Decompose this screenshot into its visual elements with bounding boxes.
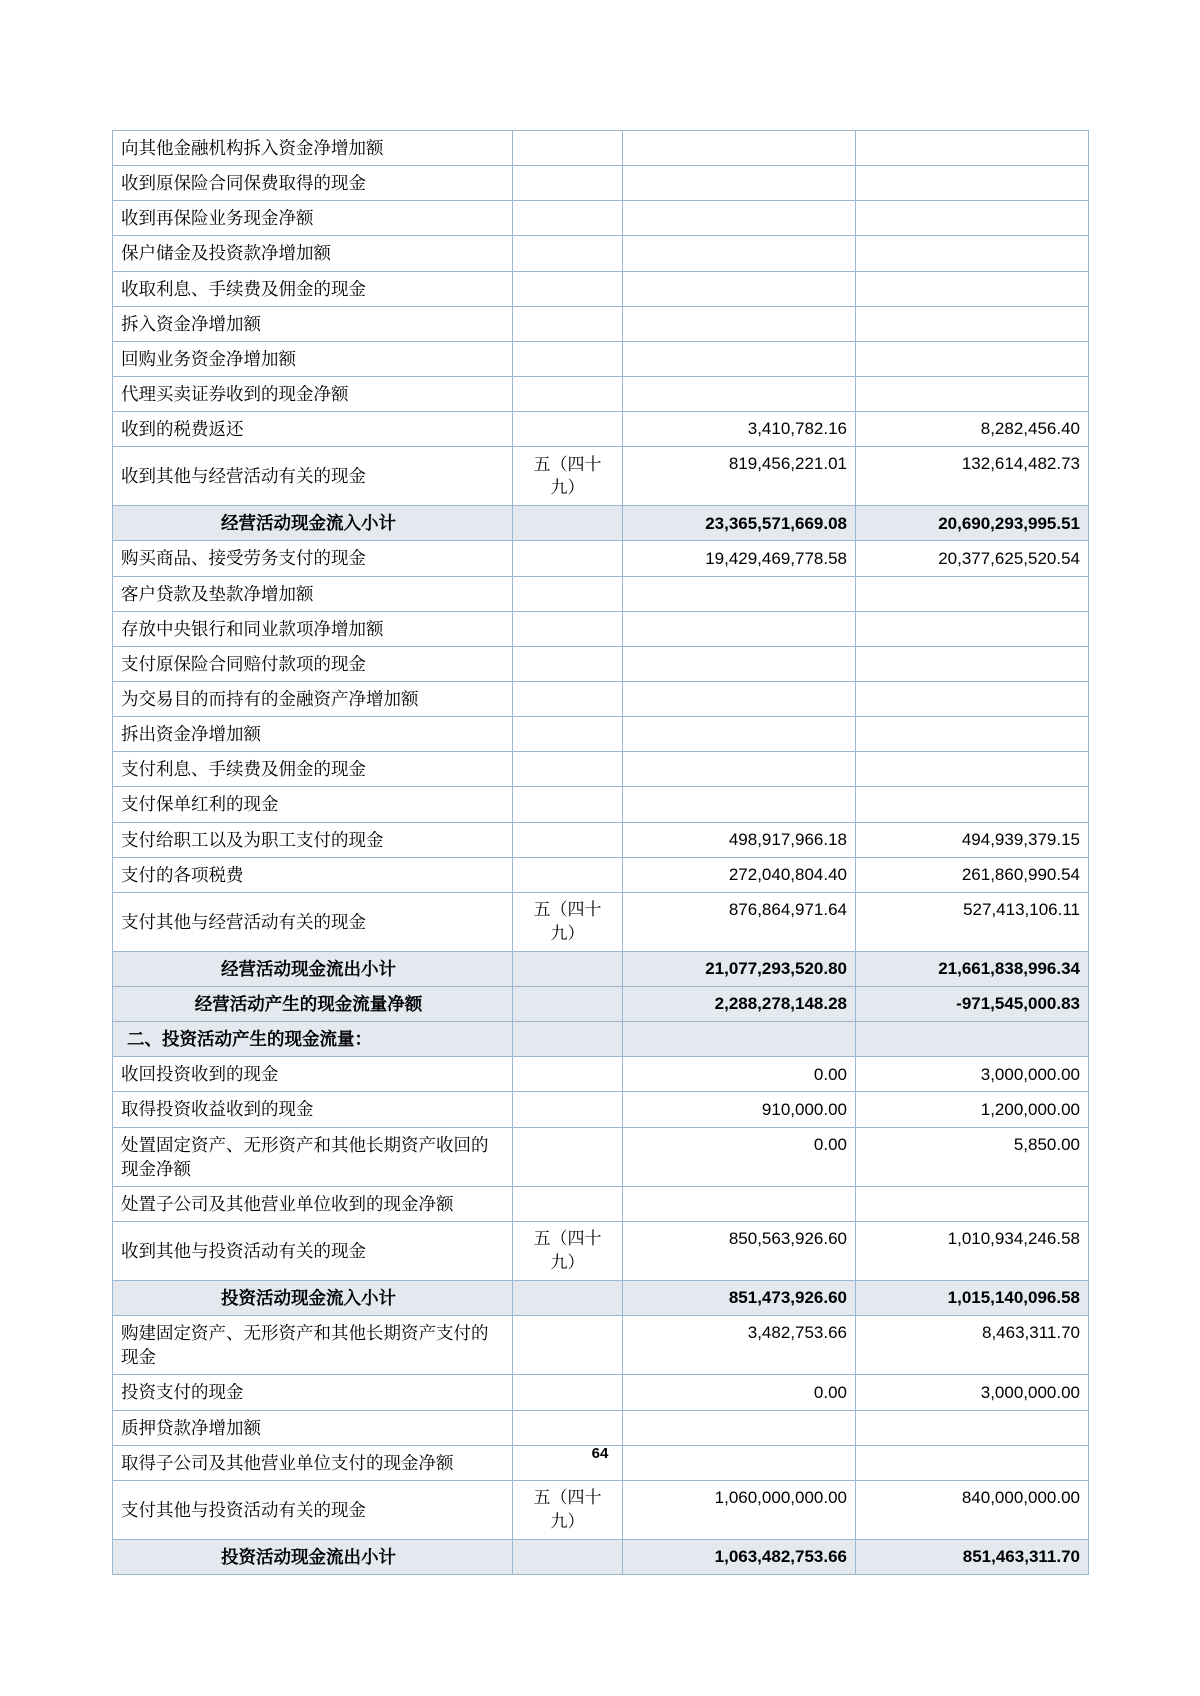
row-value-current-period: 3,410,782.16 <box>623 412 856 447</box>
row-label: 保户储金及投资款净增加额 <box>113 236 513 271</box>
row-note-reference <box>513 1316 623 1375</box>
row-value-prior-period: 1,015,140,096.58 <box>856 1280 1089 1315</box>
row-value-prior-period <box>856 1186 1089 1221</box>
row-value-current-period: 819,456,221.01 <box>623 447 856 506</box>
table-row <box>113 236 1089 271</box>
row-value-current-period <box>623 787 856 822</box>
row-label: 收到再保险业务现金净额 <box>113 201 513 236</box>
row-value-prior-period <box>856 787 1089 822</box>
row-note-reference <box>513 541 623 576</box>
row-value-prior-period: 132,614,482.73 <box>856 447 1089 506</box>
row-note-reference <box>513 752 623 787</box>
table-row <box>113 576 1089 611</box>
row-note-reference <box>513 951 623 986</box>
row-label: 拆出资金净增加额 <box>113 717 513 752</box>
row-note-reference <box>513 306 623 341</box>
row-note-reference: 五（四十九） <box>513 447 623 506</box>
table-row <box>113 1057 1089 1092</box>
table-row <box>113 376 1089 411</box>
row-note-reference <box>513 1410 623 1445</box>
row-value-prior-period <box>856 236 1089 271</box>
row-value-current-period <box>623 201 856 236</box>
row-value-prior-period <box>856 166 1089 201</box>
row-label: 二、投资活动产生的现金流量： <box>113 1022 513 1057</box>
row-value-prior-period <box>856 576 1089 611</box>
row-note-reference <box>513 611 623 646</box>
table-body <box>113 131 1089 1575</box>
row-value-current-period: 876,864,971.64 <box>623 892 856 951</box>
table-row <box>113 201 1089 236</box>
table-row <box>113 822 1089 857</box>
row-value-prior-period: 8,463,311.70 <box>856 1316 1089 1375</box>
row-value-current-period: 1,063,482,753.66 <box>623 1539 856 1574</box>
row-value-current-period <box>623 376 856 411</box>
row-value-prior-period: 20,377,625,520.54 <box>856 541 1089 576</box>
table-row <box>113 1539 1089 1574</box>
row-label: 支付利息、手续费及佣金的现金 <box>113 752 513 787</box>
row-label: 支付的各项税费 <box>113 857 513 892</box>
row-label: 客户贷款及垫款净增加额 <box>113 576 513 611</box>
table-row <box>113 1375 1089 1410</box>
table-row <box>113 1221 1089 1280</box>
row-value-prior-period: 1,010,934,246.58 <box>856 1221 1089 1280</box>
row-value-prior-period <box>856 306 1089 341</box>
table-row <box>113 447 1089 506</box>
row-note-reference <box>513 986 623 1021</box>
row-label: 经营活动产生的现金流量净额 <box>113 986 513 1021</box>
table-row <box>113 951 1089 986</box>
table-row <box>113 717 1089 752</box>
row-label: 收取利息、手续费及佣金的现金 <box>113 271 513 306</box>
row-value-current-period <box>623 611 856 646</box>
row-note-reference <box>513 271 623 306</box>
row-note-reference <box>513 646 623 681</box>
row-label: 支付原保险合同赔付款项的现金 <box>113 646 513 681</box>
row-value-current-period <box>623 341 856 376</box>
row-label: 支付保单红利的现金 <box>113 787 513 822</box>
row-note-reference <box>513 236 623 271</box>
row-value-prior-period <box>856 646 1089 681</box>
row-label: 投资活动现金流入小计 <box>113 1280 513 1315</box>
row-value-current-period <box>623 236 856 271</box>
row-note-reference <box>513 166 623 201</box>
row-value-prior-period <box>856 681 1089 716</box>
table-row <box>113 1092 1089 1127</box>
row-note-reference <box>513 1375 623 1410</box>
row-note-reference <box>513 1127 623 1186</box>
cash-flow-statement-table <box>112 130 1089 1575</box>
row-value-current-period: 19,429,469,778.58 <box>623 541 856 576</box>
table-row <box>113 306 1089 341</box>
row-label: 为交易目的而持有的金融资产净增加额 <box>113 681 513 716</box>
row-note-reference <box>513 131 623 166</box>
row-label: 经营活动现金流入小计 <box>113 506 513 541</box>
row-label: 拆入资金净增加额 <box>113 306 513 341</box>
row-value-current-period: 0.00 <box>623 1127 856 1186</box>
row-value-current-period <box>623 1022 856 1057</box>
row-value-current-period <box>623 271 856 306</box>
row-value-current-period <box>623 306 856 341</box>
table-row <box>113 1186 1089 1221</box>
row-label: 投资活动现金流出小计 <box>113 1539 513 1574</box>
table-row <box>113 412 1089 447</box>
table-row <box>113 541 1089 576</box>
row-value-prior-period <box>856 752 1089 787</box>
row-label: 支付其他与经营活动有关的现金 <box>113 892 513 951</box>
row-note-reference: 五（四十九） <box>513 892 623 951</box>
row-label: 处置固定资产、无形资产和其他长期资产收回的现金净额 <box>113 1127 513 1186</box>
row-value-prior-period <box>856 376 1089 411</box>
row-value-prior-period: 21,661,838,996.34 <box>856 951 1089 986</box>
row-value-current-period <box>623 1186 856 1221</box>
table-row <box>113 506 1089 541</box>
row-label: 代理买卖证券收到的现金净额 <box>113 376 513 411</box>
table-row <box>113 986 1089 1021</box>
row-note-reference <box>513 1022 623 1057</box>
row-note-reference <box>513 1092 623 1127</box>
row-value-current-period: 850,563,926.60 <box>623 1221 856 1280</box>
row-value-current-period <box>623 131 856 166</box>
row-value-prior-period: 527,413,106.11 <box>856 892 1089 951</box>
table-row <box>113 1316 1089 1375</box>
row-value-prior-period <box>856 611 1089 646</box>
row-label: 存放中央银行和同业款项净增加额 <box>113 611 513 646</box>
row-value-current-period <box>623 717 856 752</box>
row-value-prior-period <box>856 1022 1089 1057</box>
row-value-current-period <box>623 576 856 611</box>
row-label: 收到的税费返还 <box>113 412 513 447</box>
row-note-reference <box>513 1057 623 1092</box>
row-note-reference <box>513 201 623 236</box>
row-label: 向其他金融机构拆入资金净增加额 <box>113 131 513 166</box>
row-value-current-period: 0.00 <box>623 1057 856 1092</box>
row-value-current-period: 3,482,753.66 <box>623 1316 856 1375</box>
row-label: 处置子公司及其他营业单位收到的现金净额 <box>113 1186 513 1221</box>
row-value-current-period: 21,077,293,520.80 <box>623 951 856 986</box>
row-value-prior-period: 3,000,000.00 <box>856 1375 1089 1410</box>
row-value-current-period: 910,000.00 <box>623 1092 856 1127</box>
row-value-prior-period: 1,200,000.00 <box>856 1092 1089 1127</box>
row-label: 支付给职工以及为职工支付的现金 <box>113 822 513 857</box>
row-value-prior-period <box>856 201 1089 236</box>
row-note-reference: 五（四十九） <box>513 1221 623 1280</box>
table-row <box>113 1022 1089 1057</box>
table-row <box>113 271 1089 306</box>
row-value-current-period <box>623 681 856 716</box>
table-row <box>113 787 1089 822</box>
page-number: 64 <box>591 1445 609 1462</box>
row-value-current-period: 272,040,804.40 <box>623 857 856 892</box>
row-label: 回购业务资金净增加额 <box>113 341 513 376</box>
row-label: 取得投资收益收到的现金 <box>113 1092 513 1127</box>
table-row <box>113 646 1089 681</box>
row-value-current-period: 498,917,966.18 <box>623 822 856 857</box>
table-row <box>113 857 1089 892</box>
table-row <box>113 131 1089 166</box>
row-value-current-period <box>623 752 856 787</box>
row-label: 购建固定资产、无形资产和其他长期资产支付的现金 <box>113 1316 513 1375</box>
row-label: 取得子公司及其他营业单位支付的现金净额 <box>113 1445 513 1480</box>
table-row <box>113 1410 1089 1445</box>
row-label: 收到原保险合同保费取得的现金 <box>113 166 513 201</box>
row-value-current-period <box>623 646 856 681</box>
row-value-current-period <box>623 1410 856 1445</box>
row-label: 投资支付的现金 <box>113 1375 513 1410</box>
row-note-reference <box>513 412 623 447</box>
row-note-reference <box>513 717 623 752</box>
row-label: 收回投资收到的现金 <box>113 1057 513 1092</box>
row-value-prior-period <box>856 271 1089 306</box>
row-note-reference <box>513 681 623 716</box>
row-value-prior-period: -971,545,000.83 <box>856 986 1089 1021</box>
row-note-reference <box>513 1280 623 1315</box>
row-note-reference <box>513 857 623 892</box>
table-row <box>113 892 1089 951</box>
row-value-current-period: 1,060,000,000.00 <box>623 1480 856 1539</box>
row-value-prior-period: 20,690,293,995.51 <box>856 506 1089 541</box>
row-label: 支付其他与投资活动有关的现金 <box>113 1480 513 1539</box>
row-value-prior-period <box>856 717 1089 752</box>
row-value-current-period: 851,473,926.60 <box>623 1280 856 1315</box>
row-note-reference <box>513 1186 623 1221</box>
table-row <box>113 1127 1089 1186</box>
row-value-prior-period: 494,939,379.15 <box>856 822 1089 857</box>
table-row <box>113 341 1089 376</box>
row-note-reference <box>513 506 623 541</box>
row-note-reference: 五（四十九） <box>513 1480 623 1539</box>
row-note-reference <box>513 376 623 411</box>
row-value-prior-period <box>856 341 1089 376</box>
row-value-prior-period <box>856 131 1089 166</box>
row-note-reference <box>513 822 623 857</box>
row-value-prior-period <box>856 1410 1089 1445</box>
row-value-current-period: 23,365,571,669.08 <box>623 506 856 541</box>
row-note-reference <box>513 341 623 376</box>
table-row <box>113 752 1089 787</box>
row-value-prior-period: 261,860,990.54 <box>856 857 1089 892</box>
table-row <box>113 1280 1089 1315</box>
row-label: 收到其他与投资活动有关的现金 <box>113 1221 513 1280</box>
row-label: 收到其他与经营活动有关的现金 <box>113 447 513 506</box>
table-row <box>113 611 1089 646</box>
row-note-reference <box>513 787 623 822</box>
table-row <box>113 1480 1089 1539</box>
row-note-reference <box>513 1539 623 1574</box>
row-label: 经营活动现金流出小计 <box>113 951 513 986</box>
row-value-prior-period: 851,463,311.70 <box>856 1539 1089 1574</box>
row-value-prior-period: 3,000,000.00 <box>856 1057 1089 1092</box>
row-value-current-period: 0.00 <box>623 1375 856 1410</box>
row-value-prior-period: 8,282,456.40 <box>856 412 1089 447</box>
table-row <box>113 681 1089 716</box>
row-value-prior-period: 5,850.00 <box>856 1127 1089 1186</box>
table-row <box>113 166 1089 201</box>
row-note-reference <box>513 576 623 611</box>
row-label: 质押贷款净增加额 <box>113 1410 513 1445</box>
row-value-current-period: 2,288,278,148.28 <box>623 986 856 1021</box>
row-label: 购买商品、接受劳务支付的现金 <box>113 541 513 576</box>
row-value-current-period <box>623 166 856 201</box>
row-value-prior-period: 840,000,000.00 <box>856 1480 1089 1539</box>
